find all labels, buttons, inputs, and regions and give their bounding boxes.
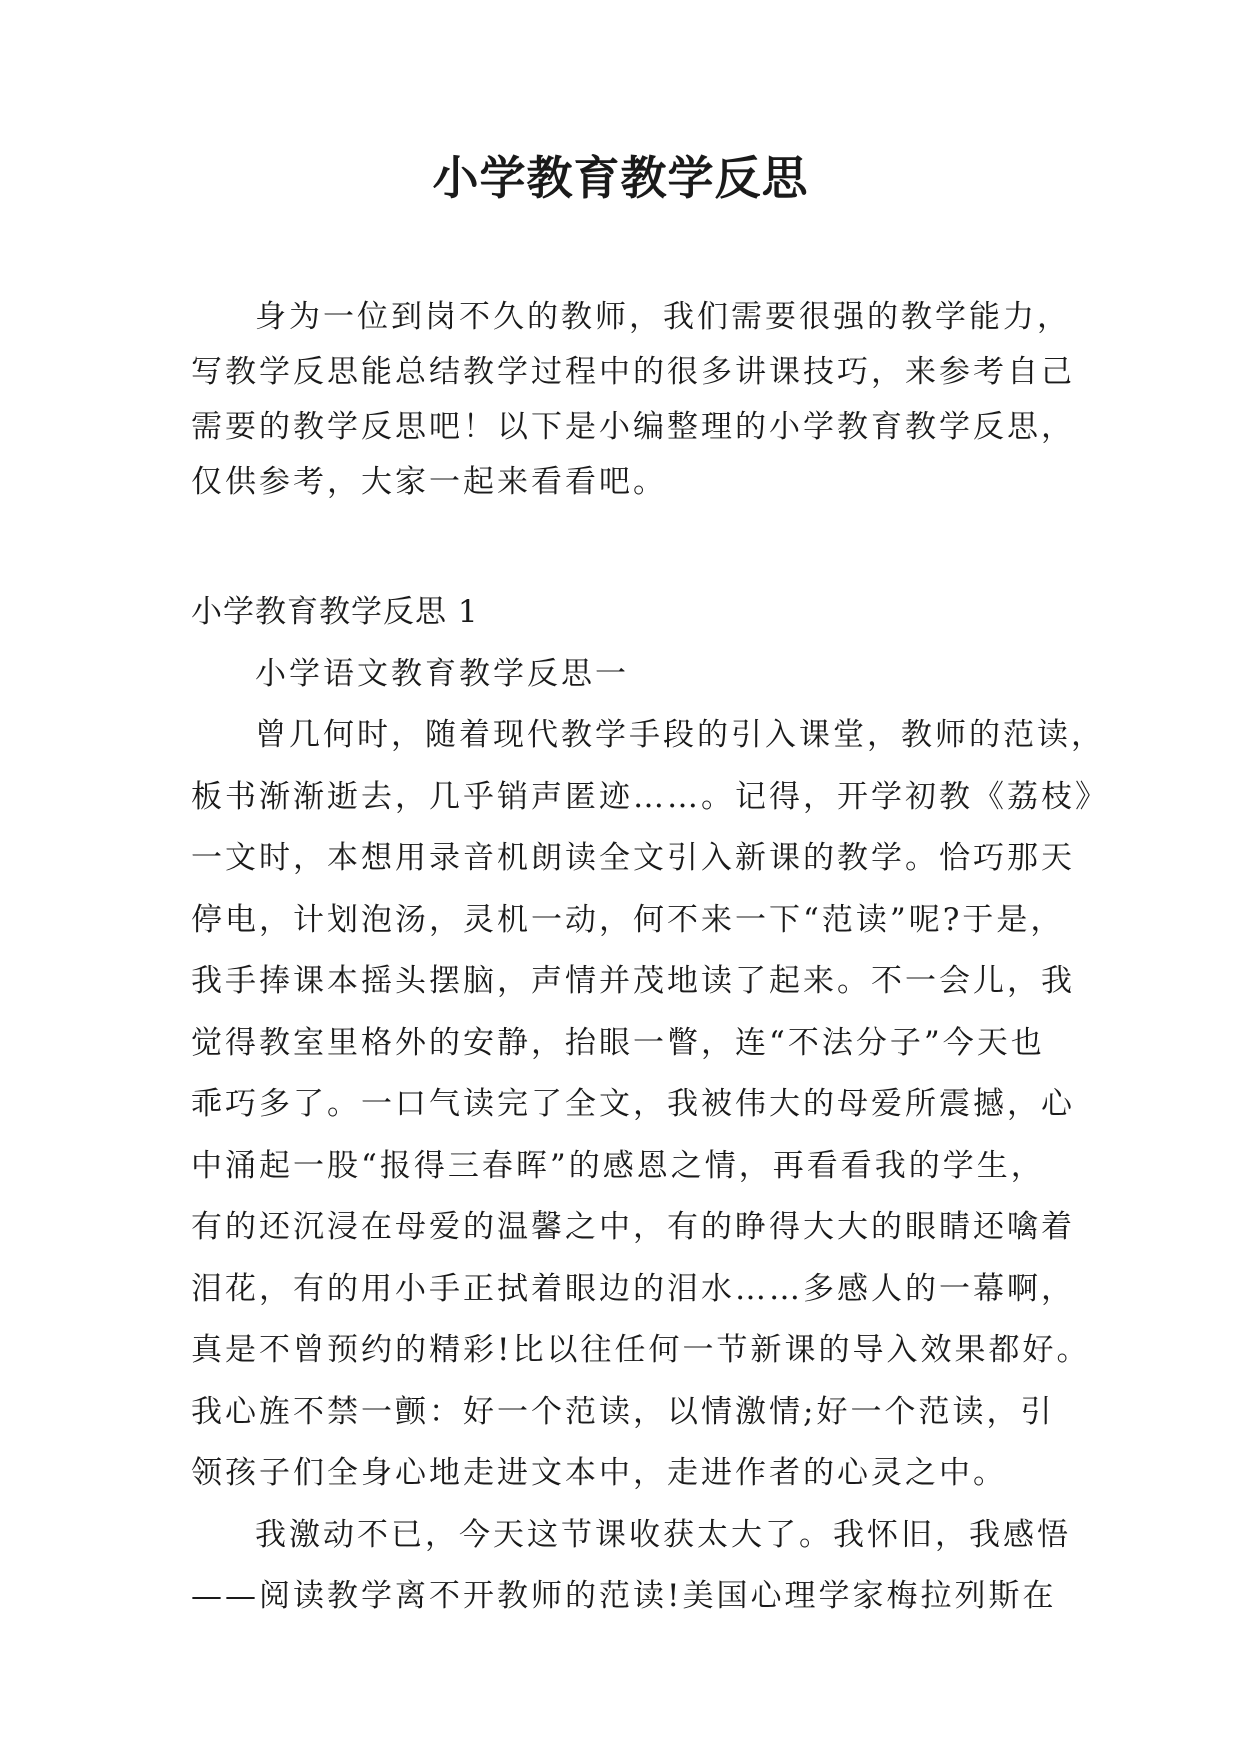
paragraph-line: 乖巧多了。一口气读完了全文，我被伟大的母爱所震撼，心 [191, 1086, 1075, 1122]
paragraph-line: 觉得教室里格外的安静，抬眼一瞥，连“不法分子”今天也 [191, 1024, 1045, 1061]
paragraph-line: 我手捧课本摇头摆脑，声情并茂地读了起来。不一会儿，我 [191, 963, 1075, 999]
paragraph-line: ——阅读教学离不开教师的范读!美国心理学家梅拉列斯在 [191, 1578, 1057, 1614]
paragraph-line: 有的还沉浸在母爱的温馨之中，有的睁得大大的眼睛还噙着 [191, 1209, 1075, 1245]
paragraph-line: 停电，计划泡汤，灵机一动，何不来一下“范读”呢?于是， [191, 901, 1065, 938]
paragraph-line: 一文时，本想用录音机朗读全文引入新课的教学。恰巧那天 [191, 840, 1075, 876]
section-heading: 小学教育教学反思 1 [191, 594, 479, 630]
paragraph-line: 我心旌不禁一颤：好一个范读，以情激情;好一个范读，引 [191, 1393, 1055, 1430]
paragraph-line: 领孩子们全身心地走进文本中，走进作者的心灵之中。 [191, 1455, 1007, 1491]
subheading: 小学语文教育教学反思一 [255, 655, 629, 692]
page-title: 小学教育教学反思 [432, 151, 809, 205]
intro-paragraph [191, 290, 1075, 510]
paragraph-line: 泪花，有的用小手正拭着眼边的泪水……多感人的一幕啊， [191, 1270, 1075, 1307]
body-section [191, 582, 1109, 1628]
paragraph-line: 板书渐渐逝去，几乎销声匿迹……。记得，开学初教《荔枝》 [191, 778, 1109, 815]
intro-line: 身为一位到岗不久的教师，我们需要很强的教学能力， [255, 299, 1071, 335]
intro-line: 仅供参考，大家一起来看看吧。 [191, 464, 667, 500]
paragraph-line: 中涌起一股“报得三春晖”的感恩之情，再看看我的学生， [191, 1147, 1045, 1184]
intro-line: 需要的教学反思吧！以下是小编整理的小学教育教学反思， [191, 409, 1075, 445]
intro-line: 写教学反思能总结教学过程中的很多讲课技巧，来参考自己 [191, 354, 1075, 390]
paragraph-line: 我激动不已，今天这节课收获太大了。我怀旧，我感悟 [255, 1516, 1071, 1553]
paragraph-line: 曾几何时，随着现代教学手段的引入课堂，教师的范读， [255, 717, 1105, 753]
paragraph-line: 真是不曾预约的精彩!比以往任何一节新课的导入效果都好。 [191, 1332, 1091, 1368]
